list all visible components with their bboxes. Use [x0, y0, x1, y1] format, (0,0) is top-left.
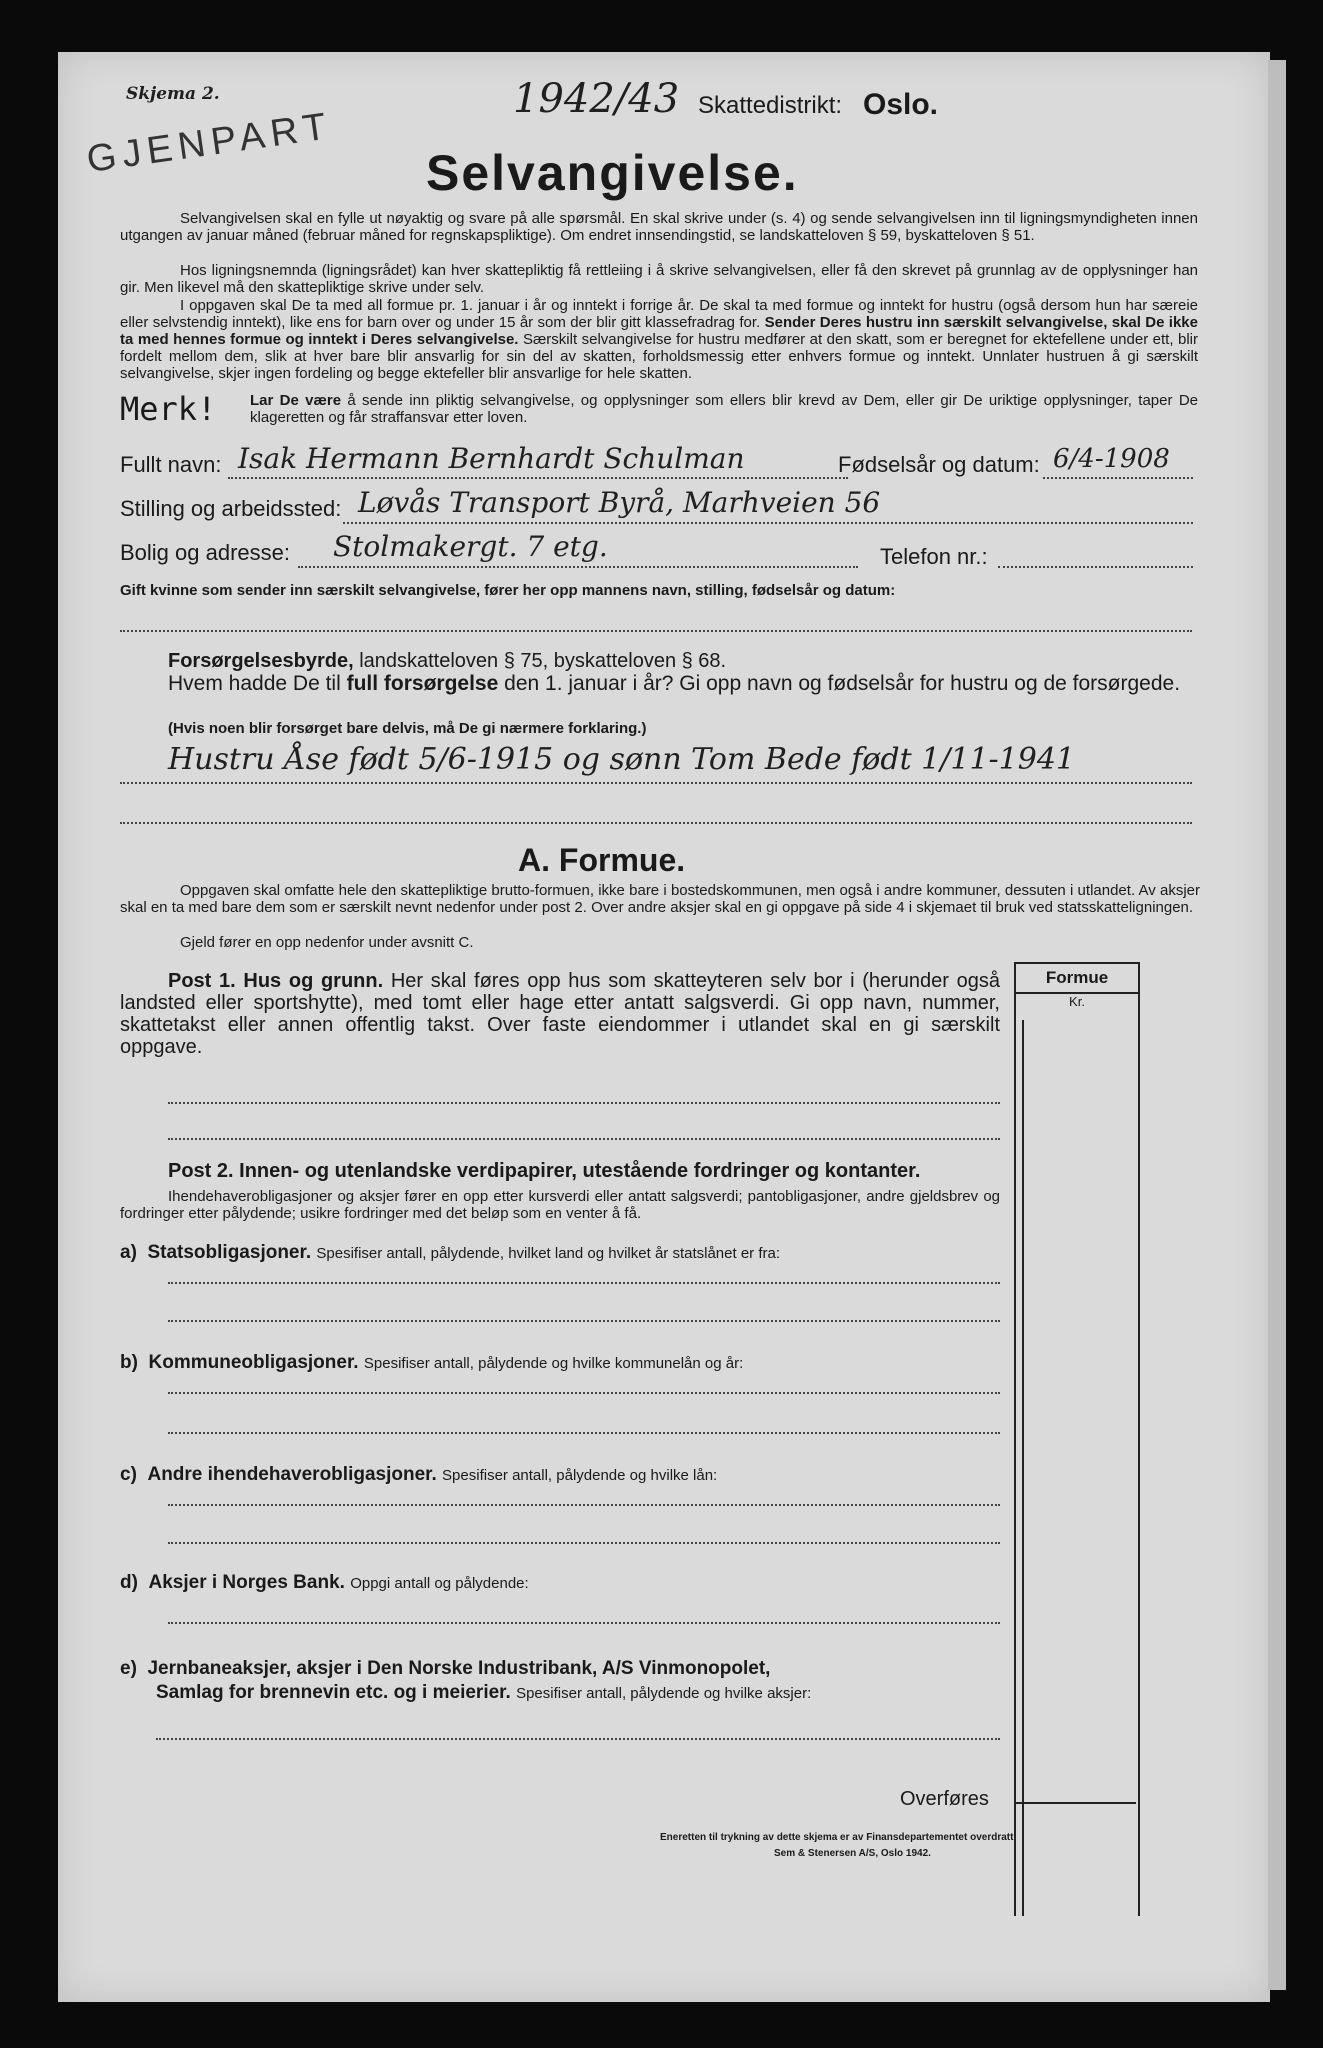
a-title: Statsobligasjoner.	[147, 1242, 312, 1263]
item-e-line2	[156, 1682, 811, 1704]
merk-bold: Lar De være	[250, 392, 342, 409]
intro-p3-end: Særskilt selvangivelse for hustru medfører at den skatt, som er beregnet for ektefellene under ett, blir fordelt mellom dem, slik at hver bare blir ansvarlig for sin del av skatten, forholdsmessig etter enhvers formue og inntekt. Unnlater hustruen å gi særskilt selvangivelse, skjer ingen fordeling og begge ektefeller blir ansvarlige for hele skatten.	[120, 331, 1198, 382]
a-line-2[interactable]	[168, 1320, 1000, 1322]
c-letter: c)	[120, 1464, 137, 1485]
d-letter: d)	[120, 1572, 138, 1593]
support-title	[168, 650, 726, 673]
support-answer[interactable]: Hustru Åse født 5/6-1915 og sønn Tom Bede født 1/11-1941	[168, 742, 1076, 777]
c-text: Spesifiser antall, pålydende og hvilke lån:	[442, 1467, 718, 1484]
item-b	[120, 1352, 743, 1374]
post1-title: Hus og grunn.	[243, 970, 384, 992]
support-question	[120, 672, 1200, 695]
b-text: Spesifiser antall, pålydende og hvilke kommunelån og år:	[363, 1355, 744, 1372]
e-line-1[interactable]	[156, 1738, 1000, 1740]
post2-label: Post 2.	[168, 1160, 234, 1182]
formue-column-unit: Kr.	[1069, 994, 1085, 1009]
post2-title: Innen- og utenlandske verdipapirer, utestående fordringer og kontanter.	[239, 1160, 921, 1182]
item-d	[120, 1572, 529, 1594]
d-title: Aksjer i Norges Bank.	[148, 1572, 345, 1593]
phone-label: Telefon nr.:	[880, 544, 988, 569]
b-title: Kommuneobligasjoner.	[148, 1352, 359, 1373]
e-letter: e)	[120, 1658, 137, 1679]
phone-line[interactable]	[998, 566, 1193, 568]
c-line-1[interactable]	[168, 1504, 1000, 1506]
c-line-2[interactable]	[168, 1542, 1000, 1544]
a-letter: a)	[120, 1242, 137, 1263]
support-note: (Hvis noen blir forsørget bare delvis, må De gi nærmere forklaring.)	[168, 720, 647, 737]
merk-text	[250, 392, 1198, 426]
tax-year: 1942/43	[513, 76, 680, 122]
name-label: Fullt navn:	[120, 452, 222, 477]
name-line	[228, 477, 848, 479]
birth-value[interactable]: 6/4-1908	[1053, 444, 1170, 474]
b-letter: b)	[120, 1352, 138, 1373]
a-text: Spesifiser antall, pålydende, hvilket land og hvilket år statslånet er fra:	[316, 1245, 780, 1262]
carry-forward-label: Overføres	[900, 1788, 989, 1810]
address-label: Bolig og adresse:	[120, 540, 290, 565]
post1-line-2[interactable]	[168, 1138, 1000, 1140]
intro-paragraph-2: Hos ligningsnemnda (ligningsrådet) kan hver skattepliktig få rettleiing i å skrive selvangivelsen, eller få den skrevet på grunnlag av de opplysninger han gir. Men likevel må den skattepliktige skrive under selv.	[120, 262, 1198, 296]
job-line	[343, 522, 1193, 524]
copy-stamp: GJENPART	[84, 105, 335, 182]
item-a	[120, 1242, 780, 1264]
formue-column	[1014, 962, 1140, 1916]
post1-line-1[interactable]	[168, 1102, 1000, 1104]
address-value[interactable]: Stolmakergt. 7 etg.	[333, 530, 608, 563]
form-page	[58, 52, 1270, 2002]
support-q-start: Hvem hadde De til	[168, 672, 341, 695]
carry-forward-line	[1014, 1802, 1136, 1804]
page-edge	[1268, 60, 1286, 1990]
support-line-2	[120, 822, 1192, 824]
formue-column-header: Formue	[1016, 964, 1138, 994]
form-number: Skjema 2.	[126, 84, 220, 104]
post2-text: Ihendehaverobligasjoner og aksjer fører en opp etter kursverdi eller antatt salgsverdi; pantobligasjoner, andre gjeldsbrev og fordringer etter pålydende; usikre fordringer med det beløp som en venter å få.	[120, 1188, 1000, 1222]
support-title-bold: Forsørgelsesbyrde,	[168, 650, 354, 672]
merk-label: Merk!	[120, 390, 217, 428]
e-title-1: Jernbaneaksjer, aksjer i Den Norske Industribank, A/S Vinmonopolet,	[147, 1658, 771, 1679]
c-title: Andre ihendehaverobligasjoner.	[147, 1464, 437, 1485]
footer-line-2: Sem & Stenersen A/S, Oslo 1942.	[774, 1848, 931, 1859]
support-q-end: den 1. januar i år? Gi opp navn og fødselsår for hustru og de forsørgede.	[504, 672, 1181, 695]
support-title-rest: landskatteloven § 75, byskatteloven § 68.	[359, 650, 727, 672]
job-label: Stilling og arbeidssted:	[120, 496, 342, 521]
name-value[interactable]: Isak Hermann Bernhardt Schulman	[238, 442, 745, 475]
support-line-1	[120, 782, 1192, 784]
merk-rest: å sende inn pliktig selvangivelse, og opplysninger som ellers blir krevd av Dem, eller gir De uriktige opplysninger, taper De klageretten og får straffansvar etter loven.	[250, 392, 1198, 426]
item-e	[120, 1658, 770, 1680]
support-q-bold: full forsørgelse	[346, 672, 499, 695]
wife-line[interactable]	[120, 630, 1192, 632]
intro-paragraph-3	[120, 297, 1198, 382]
formue-column-rule	[1022, 1020, 1024, 1916]
intro-p3-bold: Sender Deres hustru inn særskilt selvangivelse, skal De ikke ta med hennes formue og inntekt i Deres selvangivelse.	[120, 314, 1198, 348]
post1-label: Post 1.	[168, 970, 236, 992]
post1-body: Her skal føres opp hus som skatteyteren selv bor i (herunder også landsted eller sportshytte), med tomt eller hage etter antatt salgsverdi. Gi opp navn, nummer, skattetakst eller annen offentlig takst. Over faste eiendommer i utlandet skal en gi særskilt oppgave.	[120, 970, 1001, 1058]
intro-p3-start: I oppgaven skal De ta med all formue pr. 1. januar i år og inntekt i forrige år. De skal ta med formue og inntekt for hustru (også dersom hun har særeie eller selvstendig inntekt), like ens for barn over og under 15 år som der blir gitt klassefradrag for.	[120, 297, 1198, 331]
district-label: Skattedistrikt:	[698, 92, 843, 119]
a-line-1[interactable]	[168, 1282, 1000, 1284]
wife-label: Gift kvinne som sender inn særskilt selvangivelse, fører her opp mannens navn, stilling, fødselsår og datum:	[120, 582, 896, 599]
item-c	[120, 1464, 717, 1486]
district-value: Oslo.	[863, 88, 939, 121]
formue-intro: Oppgaven skal omfatte hele den skattepliktige brutto-formuen, ikke bare i bostedskommunen, men også i andre kommuner, dessuten i utlandet. Av aksjer skal en ta med bare dem som er særskilt nevnt nedenfor under post 2. Over andre aksjer skal en gi oppgave på side 4 i skjemaet til bruk ved statsskatteligningen.	[120, 882, 1200, 916]
post1-text	[120, 970, 1000, 1058]
birth-label: Fødselsår og datum:	[838, 452, 1040, 477]
page-title: Selvangivelse.	[426, 145, 799, 201]
job-value[interactable]: Løvås Transport Byrå, Marhveien 56	[358, 486, 881, 519]
d-line-1[interactable]	[168, 1622, 1000, 1624]
b-line-2[interactable]	[168, 1432, 1000, 1434]
intro-paragraph-1: Selvangivelsen skal en fylle ut nøyaktig og svare på alle spørsmål. En skal skrive under (s. 4) og sende selvangivelsen inn til ligningsmyndigheten innen utgangen av januar måned (februar måned for regnskapspliktige). Om endret innsendingstid, se landskatteloven § 59, byskatteloven § 51.	[120, 210, 1198, 244]
address-line	[298, 566, 858, 568]
birth-line	[1043, 477, 1193, 479]
formue-heading: A. Formue.	[518, 842, 686, 878]
b-line-1[interactable]	[168, 1392, 1000, 1394]
formue-intro-2: Gjeld fører en opp nedenfor under avsnitt C.	[180, 934, 474, 951]
e-text: Spesifiser antall, pålydende og hvilke aksjer:	[516, 1685, 812, 1702]
d-text: Oppgi antall og pålydende:	[350, 1575, 529, 1592]
post2-heading	[168, 1160, 920, 1183]
footer-line-1: Eneretten til trykning av dette skjema er av Finansdepartementet overdratt	[660, 1832, 1014, 1843]
e-title-2: Samlag for brennevin etc. og i meierier.	[156, 1682, 511, 1703]
